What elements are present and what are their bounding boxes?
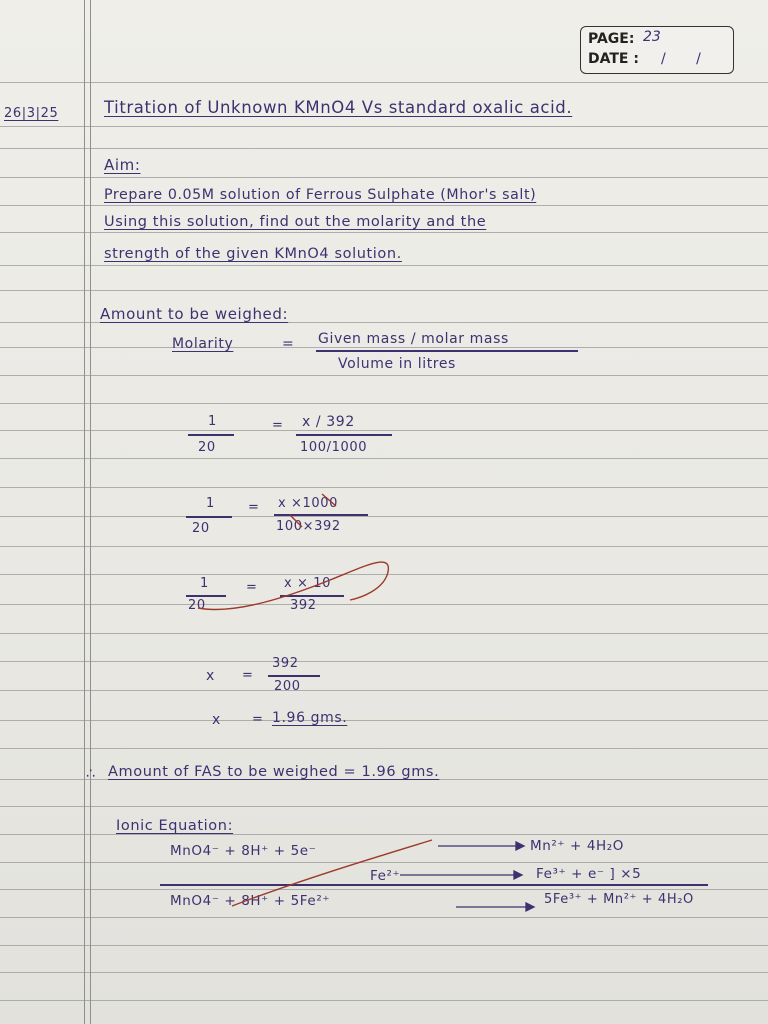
step1-rhs-num: x / 392 xyxy=(302,414,355,430)
formula-eq: = xyxy=(282,336,295,352)
formula-denominator: Volume in litres xyxy=(338,356,456,372)
step3-lhs-den: 20 xyxy=(188,598,206,613)
step1-lhs-num: 1 xyxy=(208,414,217,429)
conclusion-text: Amount of FAS to be weighed = 1.96 gms. xyxy=(108,764,440,780)
therefore-symbol: ∴ xyxy=(86,766,96,782)
eq3-left: MnO4⁻ + 8H⁺ + 5Fe²⁺ xyxy=(170,893,331,909)
result-value: 1.96 gms. xyxy=(272,710,348,726)
solve-var: x xyxy=(206,668,215,684)
reaction-arrow-2-head xyxy=(514,871,522,879)
aim-label: Aim: xyxy=(104,156,141,174)
solve-num: 392 xyxy=(272,656,299,671)
eq2-left: Fe²⁺ xyxy=(370,868,401,884)
aim-line-3: strength of the given KMnO4 solution. xyxy=(104,246,402,262)
formula-lhs: Molarity xyxy=(172,336,234,352)
solve-eq: = xyxy=(242,668,254,683)
result-var: x xyxy=(212,712,221,728)
strike-zero-2 xyxy=(290,515,302,527)
reaction-arrow-3-head xyxy=(526,903,534,911)
step2-lhs-den: 20 xyxy=(192,521,210,536)
eq3-right: 5Fe³⁺ + Mn²⁺ + 4H₂O xyxy=(544,892,694,907)
page-label: PAGE: xyxy=(588,31,635,47)
result-eq: = xyxy=(252,712,264,727)
aim-line-1: Prepare 0.05M solution of Ferrous Sulphate (Mhor's salt) xyxy=(104,187,537,203)
cancel-stroke-step3 xyxy=(198,562,388,609)
step1-lhs-den: 20 xyxy=(198,440,216,455)
reaction-arrow-1-head xyxy=(516,842,524,850)
page-number: 23 xyxy=(643,29,661,45)
step3-rhs-num: x × 10 xyxy=(284,576,331,591)
date-label: DATE : xyxy=(588,51,639,67)
step1-eq: = xyxy=(272,418,284,433)
step2-eq: = xyxy=(248,500,260,515)
eq2-right: Fe³⁺ + e⁻ ] ×5 xyxy=(536,866,642,882)
step3-eq: = xyxy=(246,580,258,595)
eq1-right: Mn²⁺ + 4H₂O xyxy=(530,838,625,854)
step2-rhs-den: 100×392 xyxy=(276,519,341,534)
amount-heading: Amount to be weighed: xyxy=(100,305,289,323)
cancel-stroke-electrons xyxy=(232,840,432,906)
step2-rhs-num: x ×1000 xyxy=(278,496,339,511)
strike-zero-1 xyxy=(322,494,336,506)
entry-date: 26|3|25 xyxy=(4,106,59,121)
step3-lhs-num: 1 xyxy=(200,576,209,591)
ionic-heading: Ionic Equation: xyxy=(116,818,234,834)
step2-lhs-num: 1 xyxy=(206,496,215,511)
solve-den: 200 xyxy=(274,679,301,694)
eq1-left: MnO4⁻ + 8H⁺ + 5e⁻ xyxy=(170,843,317,859)
formula-numerator: Given mass / molar mass xyxy=(318,331,509,347)
step1-rhs-den: 100/1000 xyxy=(300,440,368,455)
page-title: Titration of Unknown KMnO4 Vs standard oxalic acid. xyxy=(104,98,573,117)
date-value: / / xyxy=(661,51,701,67)
step3-rhs-den: 392 xyxy=(290,598,317,613)
aim-line-2: Using this solution, find out the molarity and the xyxy=(104,214,487,230)
